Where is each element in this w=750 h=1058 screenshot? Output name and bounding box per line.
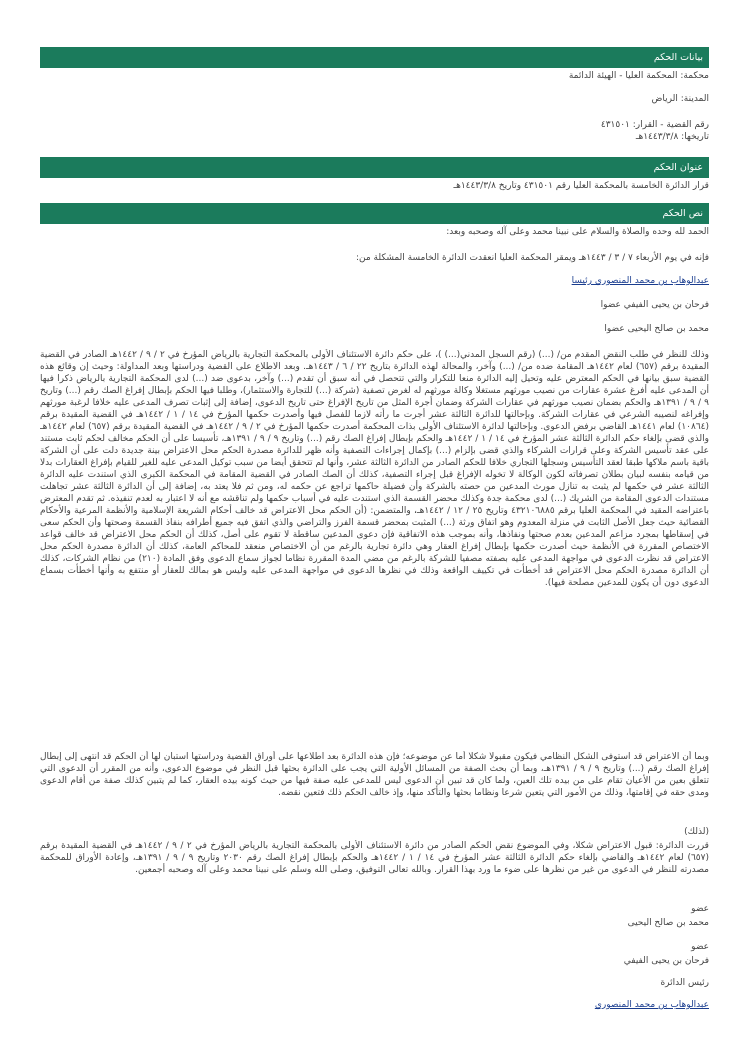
panel-member-1: فرحان بن يحيى الفيفي عضوا — [600, 300, 709, 310]
therefore-heading: (لذلك) — [684, 827, 709, 837]
session-line: فإنه في يوم الأربعاء ٧ / ٣ / ١٤٤٣هـ ويمقر المحكمة العليا انعقدت الدائرة الخامسة المشكلة من: — [355, 253, 709, 263]
ruling-title-text: قرار الدائرة الخامسة بالمحكمة العليا رقم ٤٣١٥٠١ وتاريخ ١٤٤٣/٣/٨هـ — [453, 181, 709, 191]
section-header-ruling-data: بيانات الحكم — [40, 47, 709, 68]
city-line: المدينة: الرياض — [651, 94, 709, 104]
panel-member-2: محمد بن صالح اليحيى عضوا — [604, 324, 709, 334]
signature-chair-name[interactable]: عبدالوهاب بن محمد المنصوري — [594, 1000, 709, 1010]
ruling-paragraph-reasoning: وبما أن الاعتراض قد استوفى الشكل النظامي فيكون مقبولا شكلا أما عن موضوعه؛ فإن هذه الدائرة بعد اطلاعها على أوراق القضية ودراستها استبان لها أن الحكم قد انتهى إلى إبطال إفراغ الصك رقم (...) وتاريخ ٩ / ٩ / ١٣٩١هـ، وبما أن بحث الصفة من المسائل الأولية التي يجب على الدائرة بحثها قبل النظر في موضوع الدعوى، وأنه من المقرر أن الدعوى التي تتعلق بعين من الأعيان تقام على من بيده تلك العين، ولما كان قد تبين أن الدعوى ليس للمدعى عليه صفة فيها من حيث كونه بيده العقار، كما لم يتبين كذلك صفة من أقام الدعوى ومدى حقه في إقامتها، وذلك من الأمور التي يتعين شرعا ونظاما بحثها والتأكد منها، وإذ خالف الحكم ذلك فتعين نقضه. — [40, 752, 709, 798]
section-header-ruling-text: نص الحكم — [40, 203, 709, 224]
signature-chair-label: رئيس الدائرة — [660, 978, 709, 988]
signature-member-name-1: محمد بن صالح اليحيى — [627, 918, 709, 928]
ruling-paragraph-decision: قررت الدائرة: قبول الاعتراض شكلا، وفي الموضوع نقض الحكم الصادر من دائرة الاستئناف الأولى بالمحكمة التجارية بالرياض المؤرخ في ٢ / ٩ / ١٤٤٢هـ في القضية المقيدة برقم (٦٥٧) لعام ١٤٤٢هـ والقاضي بإلغاء حكم الدائرة الثالثة عشر المؤرخ في ١٤ / ١ / ١٤٤٢هـ والحكم بإبطال إفراغ الصك رقم ٢٠٣٠ وتاريخ ٩ / ٩ / ١٣٩١هـ، وإعادة الأوراق للمحكمة مصدرته للنظر في الدعوى من غير من نظرها على ضوء ما ورد بهذا القرار. وبالله تعالى التوفيق، وصلى الله وسلم على نبينا محمد وعلى آله وصحبه أجمعين. — [40, 841, 709, 875]
section-header-ruling-title: عنوان الحكم — [40, 157, 709, 178]
signature-member-label-2: عضو — [691, 942, 709, 952]
court-line: محكمة: المحكمة العليا - الهيئة الدائمة — [568, 71, 709, 81]
signature-member-name-2: فرحان بن يحيى الفيفي — [623, 956, 709, 966]
case-date-line: تاريخها: ١٤٤٣/٣/٨هـ — [635, 132, 709, 142]
case-number-line: رقم القضية - القرار: ٤٣١٥٠١ — [600, 120, 709, 130]
opening-praise: الحمد لله وحده والصلاة والسلام على نبينا محمد وعلى آله وصحبه وبعد: — [446, 227, 709, 237]
signature-member-label-1: عضو — [691, 904, 709, 914]
ruling-paragraph-facts: وذلك للنظر في طلب النقض المقدم من/ (...) (رقم السجل المدني(...) )، على حكم دائرة الاستئناف الأولى بالمحكمة التجارية بالرياض المؤرخ في ٢ / ٩ / ١٤٤٢هـ الصادر في القضية المقيدة برقم (٦٥٧) لعام ١٤٤٢هـ المقامة ضده من/ (...) وآخر، والمحالة لهذه الدائرة بتاريخ ٢٢ / ٦ / ١٤٤٣هـ. وبعد الاطلاع على القضية ودراستها وبعد المداولة: وحيث إن وقائع هذه القضية سبق بيانها في الحكم المعترض عليه وتحيل إليه الدائرة منعا للتكرار والتي تتحصل في أنه سبق أن تقدم (...) وآخر، بدعوى ضد (...) لدى المحكمة التجارية بالرياض ذكرا فيها أن المدعى عليه أفرغ عشرة عقارات من نصيب مورثهم مستغلا وكالة مورثهم له لغرض تصفية (شركة (...) للتجارة والاستثمار)، وطلبا فيها الحكم بإبطال إفراغ الصك رقم (...) وتاريخ ٩ / ٩ / ١٣٩١هـ والحكم بضمان نصيب مورثهم في عقارات الشركة وضمان أجرة المثل من تاريخ الإفراغ حتى تاريخ الدعوى، إضافة إلى إثبات تصرف المدعى عليه خلافا لرغبة مورثهم وإفراغه لنصيبه الشرعي في عقارات الشركة. وبإحالتها للدائرة الثالثة عشر أجرت ما رأته لازما للفصل فيها وأصدرت حكمها المؤرخ في ١٤ / ١ / ١٤٤٢هـ في القضية المقيدة برقم (١٠٨٦٤) لعام ١٤٤١هـ القاضي برفض الدعوى. وبإحالتها لدائرة الاستئناف الأولى بذات المحكمة أصدرت حكمها المؤرخ في ٢ / ٩ / ١٤٤٢هـ في القضية المقيدة برقم (٦٥٧) لعام ١٤٤٢هـ والذي قضى بإلغاء حكم الدائرة الثالثة عشر المؤرخ في ١٤ / ١ / ١٤٤٢هـ والحكم بإبطال إفراغ الصك رقم (...) وتاريخ ٩ / ٩ / ١٣٩١هـ، تأسيسا على أن الحكم مخالف لحكم ثابت مستند على عقد تأسيس الشركة وعلى قرارات الشركاء والذي قضى بإلزام (...) بإكمال إجراءات التصفية وأنه ظهر للدائرة مصدرة الحكم محل الاعتراض بينة جديدة دلت على أن الشركة باقية باسم ملاكها طبقا لعقد التأسيس وسجلها التجاري خلافا للحكم الصادر من الدائرة الثالثة عشر، وأنها لم تتحقق أيضا من سبب توكيل المدعى عليه للغير للقيام بإفراغ العقارات بدلا من قيامه بنفسه لبيان بطلان تصرفاته لكون الوكالة لا تخوله الإفراغ قبل إجراء التصفية، كذلك أن الصك الصادر في القضية المقامة في المحكمة الكبرى الذي استندت عليه الدائرة الثالثة عشر في حكمها لم يثبت به تنازل مورث المدعين من حصته بالشركة وأن فضيلة حاكمها تراجع عن حكمه له، ومن ثم فلا يعتد به، إضافة إلى أن الدائرة الثالثة عشر تجاهلت مستندات الدعوى المقامة من الشريك (...) لدى محكمة جدة وكذلك محضر القسمة الذي استندت عليه في أسباب حكمها ولم تناقشه مع أنه لا اعتبار به لعدم تنفيذه. ثم تقدم المعترض باعتراضه المقيد في المحكمة العليا برقم ٤٣٢١٠٦٨٨٥ وتاريخ ٢٥ / ١٢ / ١٤٤٢هـ، والمتضمن: (أن الحكم محل الاعتراض قد خالف أحكام الشريعة الإسلامية والأنظمة المرعية والأحكام القضائية حيث جعل الأصل الثابت في منزلة المعدوم وهو اتفاق ورثة (...) المثبت بمحضر قسمة الفرز والتراضي والذي اتفق فيه جميع أطرافه بنفاذ القسمة وصحتها وأن الحكم سعى في إسقاطها بمجرد مزاعم المدعين بعدم صحتها ونفاذها، وأنه بموجب هذه الاتفاقية فإن دعوى المدعين ساقطة لا تقوم على أصل، كذلك أن الحكم محل الاعتراض قد خالف قواعد الاختصاص المقررة في الأنظمة حيث أصدرت حكمها بإبطال إفراغ العقار وهي دائرة تجارية بالرغم من أن الاختصاص منعقد للمحاكم العامة، كذلك أن الدائرة مصدرة الحكم محل الاعتراض قد نظرت الدعوى في مواجهة المدعى عليه بصفته مصفيا للشركة بالرغم من مضي المدة المقررة نظاما لجواز سماع الدعوى وفق المادة (٢١٠) من نظام الشركات، كذلك أن الدائرة مصدرة الحكم محل الاعتراض قد أخطأت في تكييف الواقعة وذلك في نظرها الدعوى في مواجهة المدعى عليه وليس هو بمالك للعقار أو منتفع به وأنها أخطأت بسماع الدعوى دون أن يكون للمدعين مصلحة فيها). — [40, 350, 709, 588]
panel-chair[interactable]: عبدالوهاب بن محمد المنصوري رئيسا — [571, 276, 709, 286]
